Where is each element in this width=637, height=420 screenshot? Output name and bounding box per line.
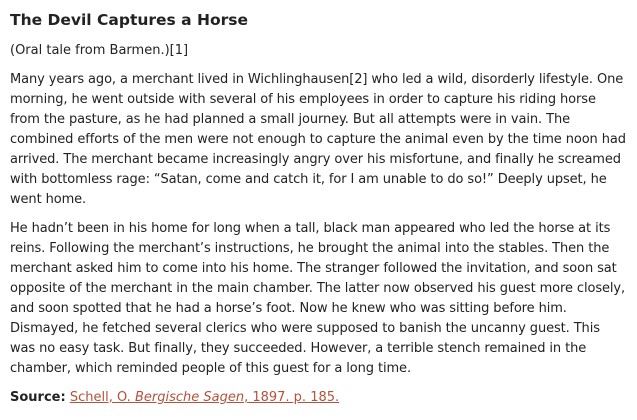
- source-link-author: Schell, O.: [69, 390, 135, 405]
- source-label: Source:: [10, 390, 66, 405]
- source-link-title: Bergische Sagen: [134, 390, 245, 405]
- source-link-rest: , 1897. p. 185.: [244, 390, 340, 405]
- story-title: The Devil Captures a Horse: [10, 11, 249, 29]
- story-paragraph-2: He hadn’t been in his home for long when a tall, black man appeared who led the horse at its reins. Following the merchant’s instructions, he brought the animal into the stables. Then the merchant asked him to come into his home. The stranger followed the invitation, and soon sat opposite of the merchant in the main chamber. The latter now observed his guest more closely, and soon spotted that he had a horse’s foot. Now he knew who was sitting before him. Dismayed, he fetched several clerics who were supposed to banish the uncanny guest. This was no easy task. But finally, they succeeded. However, a terrible stench remained in the chamber, which reminded people of this guest for a long time.: [10, 221, 626, 376]
- story-paragraph-1: Many years ago, a merchant lived in Wichlinghausen[2] who led a wild, disorderly lifestyle. One morning, he went outside with several of his employees in order to capture his riding horse from the pasture, as he had planned a small journey. But all attempts were in vain. The combined efforts of the men were not enough to capture the animal even by the time noon had arrived. The merchant became increasingly angry over his misfortune, and finally he screamed with bottomless rage: “Satan, come and catch it, for I am unable to do so!” Deeply upset, he went home.: [10, 72, 626, 207]
- source-line: [10, 388, 627, 408]
- source-link[interactable]: [70, 390, 339, 405]
- story-subtitle: (Oral tale from Barmen.)[1]: [10, 43, 189, 58]
